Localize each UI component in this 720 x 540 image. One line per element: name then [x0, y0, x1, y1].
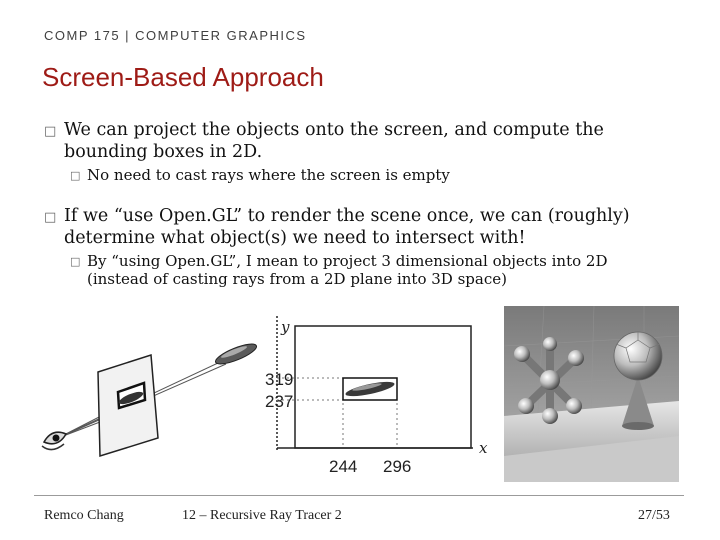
slide-title: Screen-Based Approach: [42, 62, 324, 92]
sub-bullet-2: [70, 252, 608, 288]
sub-bullet-2-line-2: (instead of casting rays from a 2D plane into 3D space): [87, 270, 507, 288]
bullet-2-line-1: If we “use Open.GL” to render the scene once, we can (roughly): [64, 206, 630, 226]
sub-bullet-2-line-1: By “using Open.GL”, I mean to project 3 dimensional objects into 2D: [87, 252, 608, 270]
sub-bullet-1: [70, 166, 450, 184]
y-axis-label: y: [281, 318, 290, 336]
footer-lecture: 12 – Recursive Ray Tracer 2: [182, 508, 342, 523]
checkbox-bullet-icon: □: [44, 210, 57, 225]
bullet-1-line-1: We can project the objects onto the screen, and compute the: [64, 120, 604, 140]
bullet-1-line-2: bounding boxes in 2D.: [64, 142, 263, 162]
bullet-1: [44, 119, 604, 163]
y-tick-237: 237: [265, 392, 294, 411]
x-tick-296: 296: [383, 457, 412, 476]
eye-icon: [42, 432, 66, 449]
bullet-2-line-2: determine what object(s) we need to intersect with!: [64, 228, 526, 248]
checkbox-bullet-icon: □: [44, 124, 57, 139]
checkbox-bullet-icon: □: [70, 255, 81, 268]
x-tick-244: 244: [329, 457, 358, 476]
bullet-2: [44, 205, 630, 249]
projection-diagram: [38, 330, 258, 460]
footer-page-number: 27/53: [638, 508, 670, 523]
sub-bullet-1-line-1: No need to cast rays where the screen is empty: [87, 166, 450, 184]
course-header: COMP 175 | COMPUTER GRAPHICS: [44, 28, 307, 43]
y-tick-319: 319: [265, 370, 294, 389]
checkbox-bullet-icon: □: [70, 169, 81, 182]
x-axis-label: x: [479, 439, 488, 457]
rendered-scene-image: [504, 306, 679, 482]
footer-author: Remco Chang: [44, 508, 124, 523]
screen-space-plot: [255, 310, 500, 480]
footer-divider: [34, 495, 684, 496]
